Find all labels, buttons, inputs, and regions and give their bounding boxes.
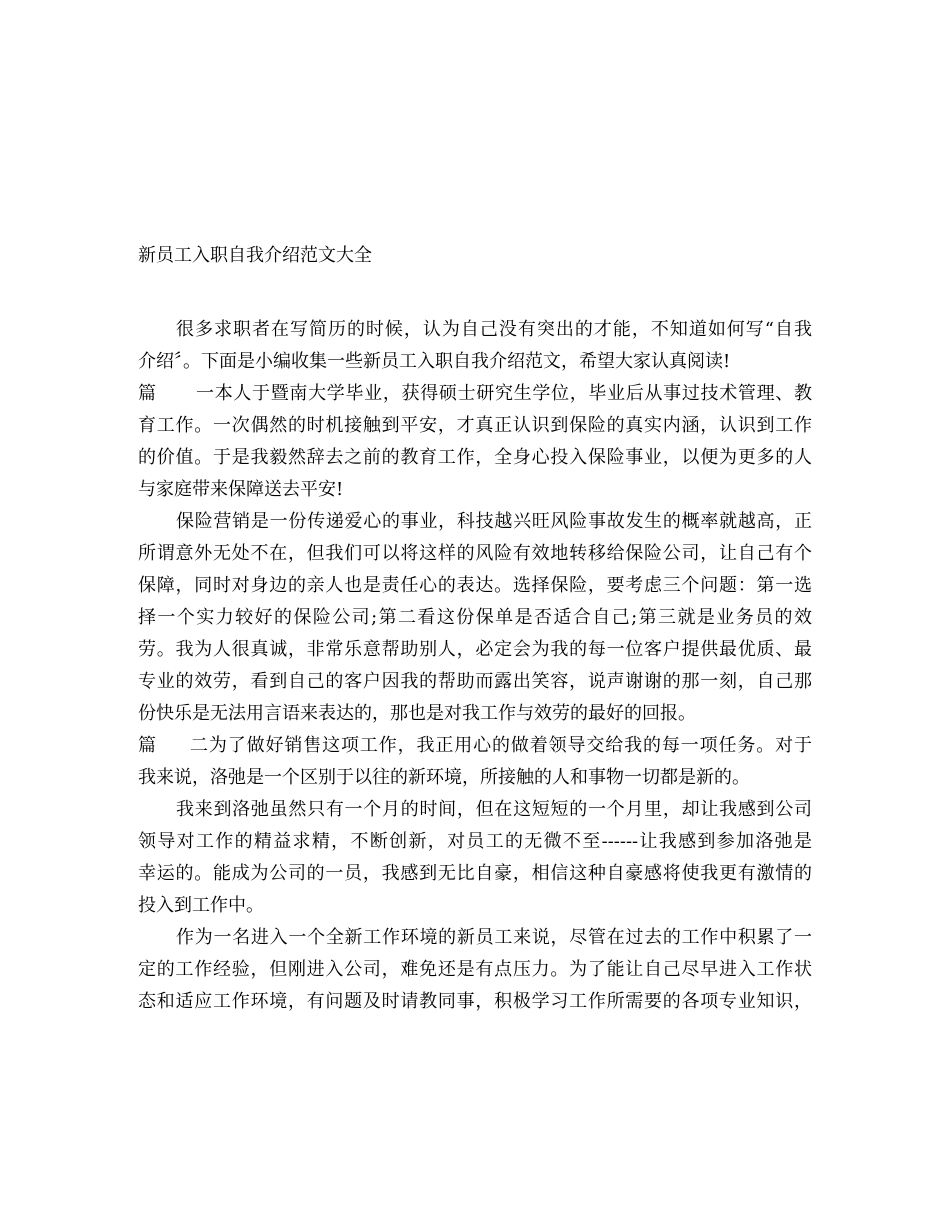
- section-label: 篇二: [138, 735, 208, 756]
- text-line: 态和适应工作环境，有问题及时请教同事，积极学习工作所需要的各项专业知识，: [138, 991, 812, 1012]
- text-line: 育工作。一次偶然的时机接触到平安，才真正认识到保险的真实内涵，认识到工作: [138, 415, 812, 436]
- text-line: 领导对工作的精益求精，不断创新，对员工的无微不至------让我感到参加洛弛是: [138, 831, 812, 852]
- text-line: 的价值。于是我毅然辞去之前的教育工作，全身心投入保险事业，以便为更多的人: [138, 447, 812, 468]
- text-line: 择一个实力较好的保险公司;第二看这份保单是否适合自己;第三就是业务员的效: [138, 607, 812, 628]
- text-line: 份快乐是无法用言语来表达的，那也是对我工作与效劳的最好的回报。: [138, 703, 696, 724]
- text-line: 定的工作经验，但刚进入公司，难免还是有点压力。为了能让自己尽早进入工作状: [138, 959, 812, 980]
- text-line: 我来到洛弛虽然只有一个月的时间，但在这短短的一个月里，却让我感到公司: [176, 799, 812, 820]
- text-line: 幸运的。能成为公司的一员，我感到无比自豪，相信这种自豪感将使我更有激情的: [138, 863, 812, 884]
- text-line: 保障，同时对身边的亲人也是责任心的表达。选择保险，要考虑三个问题：第一选: [138, 575, 812, 596]
- section-line: [138, 730, 812, 762]
- text-line: 专业的效劳，看到自己的客户因我的帮助而露出笑容，说声谢谢的那一刻，自己那: [138, 671, 812, 692]
- text-line: 投入到工作中。: [138, 895, 264, 916]
- section-label: 篇一: [138, 383, 214, 404]
- section-line: [138, 378, 812, 410]
- document-title: 新员工入职自我介绍范文大全: [138, 245, 372, 266]
- text-line: 很多求职者在写简历的时候，认为自己没有突出的才能，不知道如何写“自我: [176, 319, 812, 340]
- text-line: 劳。我为人很真诚，非常乐意帮助别人，必定会为我的每一位客户提供最优质、最: [138, 639, 812, 660]
- text-line: 为了做好销售这项工作，我正用心的做着领导交给我的每一项任务。对于: [208, 735, 812, 756]
- text-line: 本人于暨南大学毕业，获得硕士研究生学位，毕业后从事过技术管理、教: [214, 383, 812, 404]
- text-line: 介绍〞。下面是小编收集一些新员工入职自我介绍范文，希望大家认真阅读!: [138, 351, 731, 372]
- text-line: 所谓意外无处不在，但我们可以将这样的风险有效地转移给保险公司，让自己有个: [138, 543, 812, 564]
- text-line: 与家庭带来保障送去平安!: [138, 479, 344, 500]
- text-line: 我来说，洛弛是一个区别于以往的新环境，所接触的人和事物一切都是新的。: [138, 767, 750, 788]
- document-body: [138, 314, 812, 1018]
- text-line: 作为一名进入一个全新工作环境的新员工来说，尽管在过去的工作中积累了一: [176, 927, 812, 948]
- text-line: 保险营销是一份传递爱心的事业，科技越兴旺风险事故发生的概率就越高，正: [176, 511, 812, 532]
